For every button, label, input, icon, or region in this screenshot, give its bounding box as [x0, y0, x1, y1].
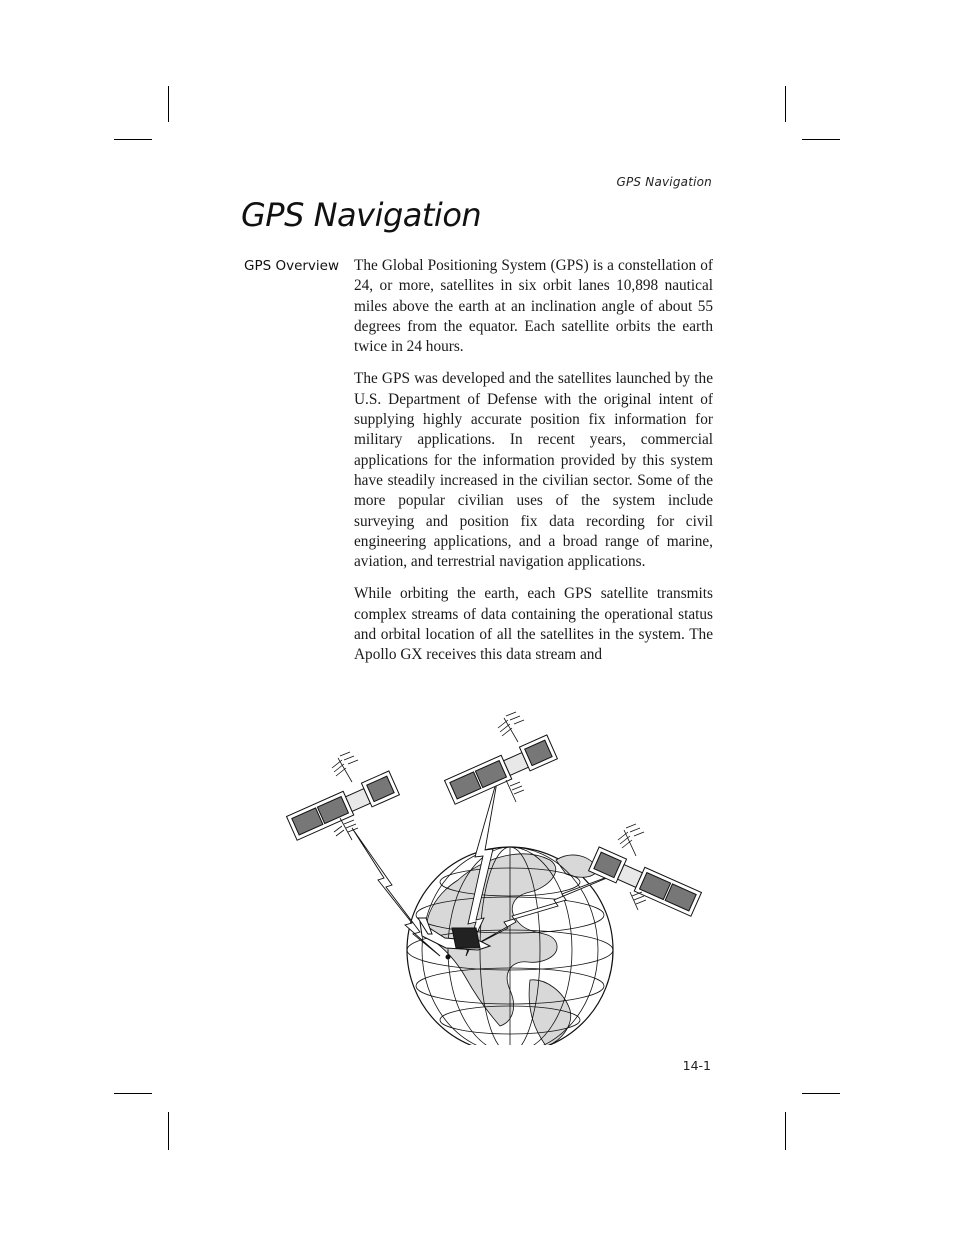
paragraph: The Global Positioning System (GPS) is a constellation of 24, or more, satellites in six orbit lanes 10,898 nautical miles above the earth at an inclination angle of about 55 degrees from the equator. Each satellite orbits the earth twice in 24 hours.	[354, 257, 713, 356]
crop-mark	[785, 86, 786, 122]
crop-mark	[802, 139, 840, 140]
satellite-icon	[589, 824, 702, 916]
body-text	[354, 256, 713, 678]
crop-mark	[168, 1112, 169, 1150]
running-head: GPS Navigation	[616, 175, 712, 189]
crop-mark	[168, 86, 169, 122]
satellite-icon	[287, 752, 400, 840]
globe-icon	[407, 847, 613, 1045]
section-heading: GPS Overview	[244, 258, 340, 274]
crop-mark	[785, 1112, 786, 1150]
satellite-icon	[445, 712, 558, 804]
paragraph: While orbiting the earth, each GPS satellite transmits complex streams of data containing the operational status and orbital location of all the satellites in the system. The Apollo GX receives this data stream and	[354, 585, 713, 664]
crop-mark	[114, 139, 152, 140]
crop-mark	[114, 1093, 152, 1094]
gps-constellation-illustration	[280, 710, 710, 1045]
page-title: GPS Navigation	[241, 196, 482, 234]
crop-mark	[802, 1093, 840, 1094]
paragraph: The GPS was developed and the satellites launched by the U.S. Department of Defense with the original intent of supplying highly accurate position fix information for military applications. In recent years, commercial applications for the information provided by this system have steadily increased in the civilian sector. Some of the more popular civilian uses of the system include surveying and position fix data recording for civil engineering applications, and a broad range of marine, aviation, and terrestrial navigation applications.	[354, 370, 713, 571]
page-number: 14-1	[682, 1058, 711, 1073]
